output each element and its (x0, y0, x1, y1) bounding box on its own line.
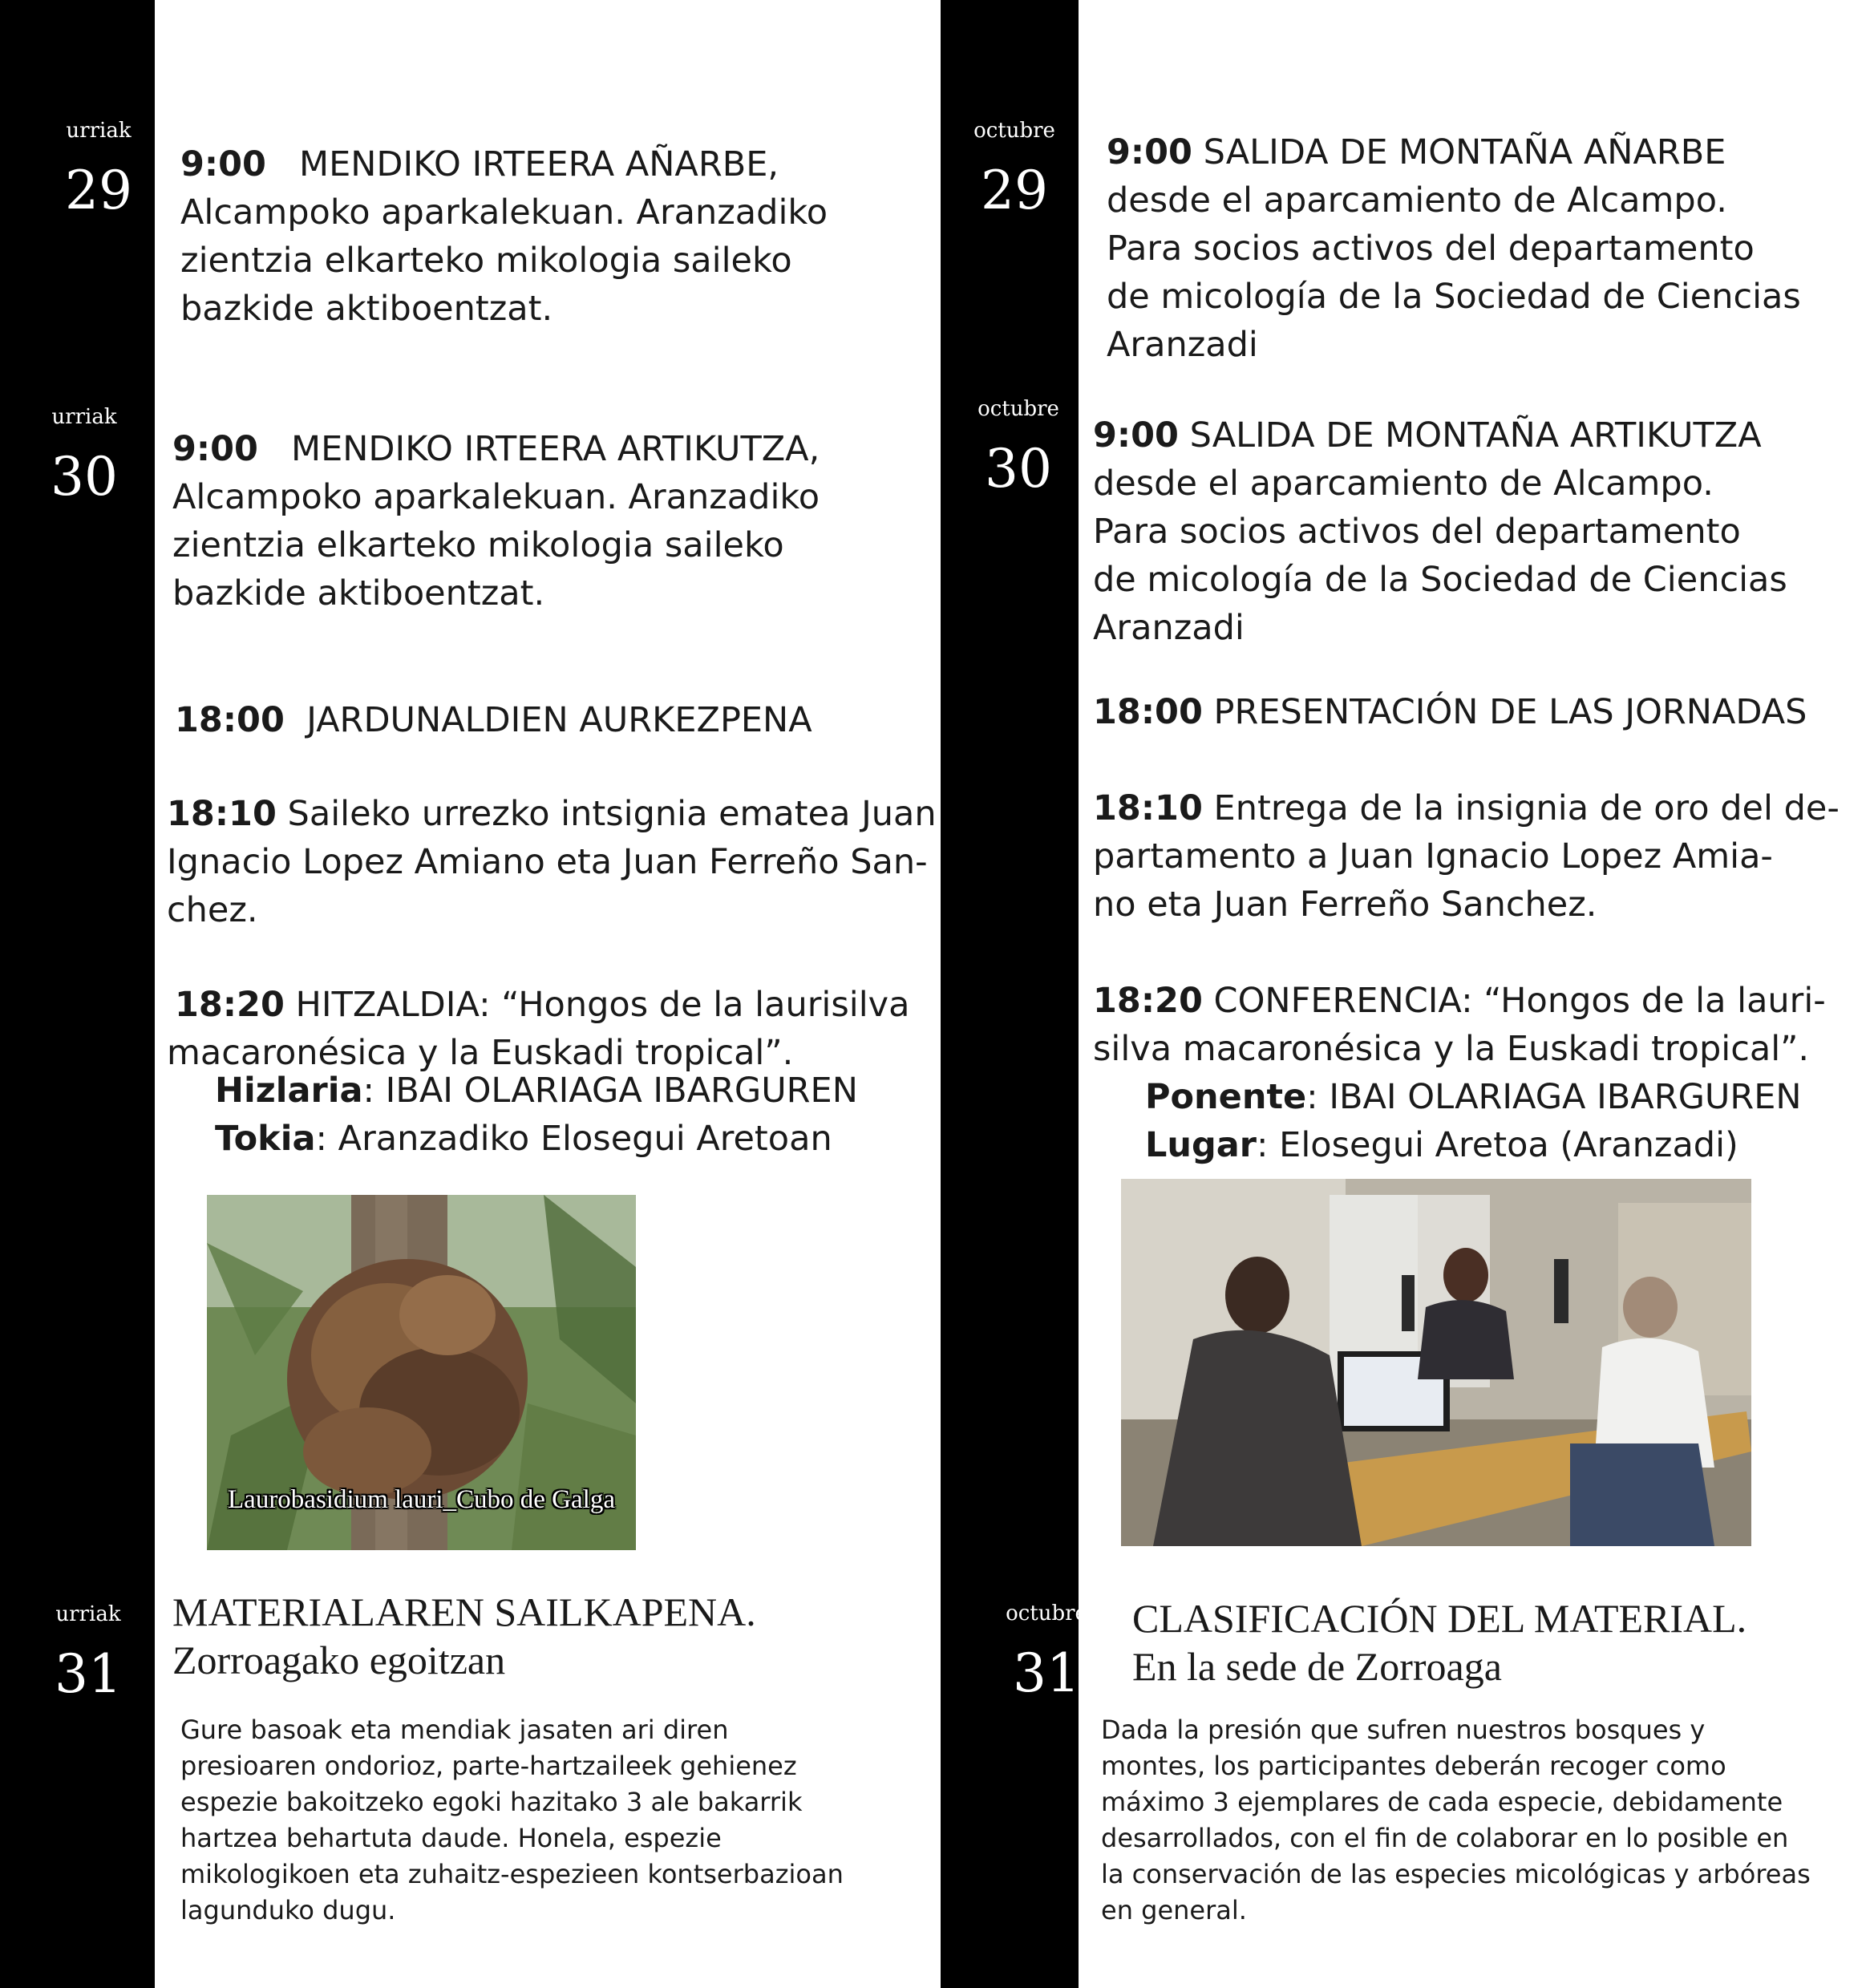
event-es-30-a-line-4: de micología de la Sociedad de Ciencias (1093, 560, 1787, 600)
event-es-30-c-line-3: no eta Juan Ferreño Sanchez. (1093, 885, 1597, 925)
event-es-29-line-2: desde el aparcamiento de Alcampo. (1107, 180, 1727, 221)
speaker-eu: Hizlaria: IBAI OLARIAGA IBARGUREN (215, 1071, 858, 1111)
section-title-es: CLASIFICACIÓN DEL MATERIAL. (1132, 1596, 1747, 1641)
venue-eu: Tokia: Aranzadiko Elosegui Aretoan (215, 1119, 832, 1159)
venue-es: Lugar: Elosegui Aretoa (Aranzadi) (1145, 1125, 1738, 1165)
note-es-line-2: montes, los participantes deberán recoger como (1101, 1751, 1726, 1781)
date-label-eu-30: urriak 30 (51, 405, 118, 508)
event-eu-30-c-line-1: 18:10 Saileko urrezko intsignia ematea Juan (167, 794, 937, 834)
speaker-es: Ponente: IBAI OLARIAGA IBARGUREN (1145, 1077, 1802, 1117)
event-es-30-d-line-1: 18:20 CONFERENCIA: “Hongos de la lauri- (1093, 981, 1826, 1021)
note-es-line-4: desarrollados, con el fin de colaborar en lo posible en (1101, 1823, 1789, 1853)
event-es-29-line-4: de micología de la Sociedad de Ciencias (1107, 277, 1801, 317)
section-title-eu: MATERIALAREN SAILKAPENA. (172, 1589, 756, 1634)
note-es-line-1: Dada la presión que sufren nuestros bosques y (1101, 1715, 1706, 1745)
date-label-es-31: octubre 31 (1006, 1601, 1087, 1704)
section-subtitle-es: En la sede de Zorroaga (1132, 1644, 1502, 1689)
event-es-30-c-line-2: partamento a Juan Ignacio Lopez Amia- (1093, 836, 1773, 877)
event-eu-30-d-line-1: 18:20 HITZALDIA: “Hongos de la laurisilva (175, 985, 910, 1025)
event-es-29-line-5: Aranzadi (1107, 325, 1258, 365)
event-eu-30-b: 18:00 JARDUNALDIEN AURKEZPENA (175, 700, 812, 740)
event-eu-30-a-line-2: Alcampoko aparkalekuan. Aranzadiko (172, 477, 820, 517)
event-eu-29-line-4: bazkide aktiboentzat. (180, 289, 553, 329)
event-eu-29-line-3: zientzia elkarteko mikologia saileko (180, 241, 792, 281)
photo-caption: Laurobasidium lauri_Cubo de Galga (228, 1485, 615, 1514)
event-es-30-a-line-5: Aranzadi (1093, 608, 1245, 648)
lab-photo (1121, 1179, 1751, 1546)
section-subtitle-eu: Zorroagako egoitzan (172, 1638, 506, 1682)
note-eu-line-5: mikologikoen eta zuhaitz-espezieen kontserbazioan (180, 1859, 844, 1889)
event-es-30-a-line-1: 9:00 SALIDA DE MONTAÑA ARTIKUTZA (1093, 415, 1762, 455)
date-label-es-29: octubre 29 (973, 119, 1055, 221)
event-es-30-b: 18:00 PRESENTACIÓN DE LAS JORNADAS (1093, 692, 1807, 732)
event-es-29-line-1: 9:00 SALIDA DE MONTAÑA AÑARBE (1107, 132, 1726, 172)
note-es-line-6: en general. (1101, 1895, 1247, 1925)
note-eu-line-6: lagunduko dugu. (180, 1895, 396, 1925)
event-es-30-d-line-2: silva macaronésica y la Euskadi tropical”. (1093, 1029, 1810, 1069)
note-es-line-5: la conservación de las especies micológicas y arbóreas (1101, 1859, 1811, 1889)
event-es-30-a-line-2: desde el aparcamiento de Alcampo. (1093, 464, 1714, 504)
note-eu-line-3: espezie bakoitzeko egoki hazitako 3 ale bakarrik (180, 1787, 803, 1817)
event-eu-29-line-1: 9:00 MENDIKO IRTEERA AÑARBE, (180, 144, 779, 184)
note-eu-line-4: hartzea behartuta daude. Honela, espezie (180, 1823, 722, 1853)
event-es-30-c-line-1: 18:10 Entrega de la insignia de oro del de- (1093, 788, 1840, 828)
note-eu-line-2: presioaren ondorioz, parte-hartzaileek gehienez (180, 1751, 797, 1781)
note-es-line-3: máximo 3 ejemplares de cada especie, debidamente (1101, 1787, 1783, 1817)
event-eu-30-a-line-3: zientzia elkarteko mikologia saileko (172, 525, 784, 565)
mushroom-photo (207, 1195, 636, 1550)
event-eu-30-d-line-2: macaronésica y la Euskadi tropical”. (167, 1033, 794, 1073)
event-eu-30-c-line-3: chez. (167, 890, 258, 930)
event-eu-30-c-line-2: Ignacio Lopez Amiano eta Juan Ferreño San- (167, 842, 928, 882)
note-eu-line-1: Gure basoak eta mendiak jasaten ari diren (180, 1715, 729, 1745)
event-es-29-line-3: Para socios activos del departamento (1107, 229, 1755, 269)
date-label-es-30: octubre 30 (977, 397, 1059, 500)
date-label-eu-29: urriak 29 (65, 119, 132, 221)
event-eu-29-line-2: Alcampoko aparkalekuan. Aranzadiko (180, 192, 828, 233)
date-label-eu-31: urriak 31 (55, 1602, 122, 1705)
event-eu-30-a-line-4: bazkide aktiboentzat. (172, 573, 545, 613)
event-eu-30-a-line-1: 9:00 MENDIKO IRTEERA ARTIKUTZA, (172, 429, 820, 469)
event-es-30-a-line-3: Para socios activos del departamento (1093, 512, 1741, 552)
